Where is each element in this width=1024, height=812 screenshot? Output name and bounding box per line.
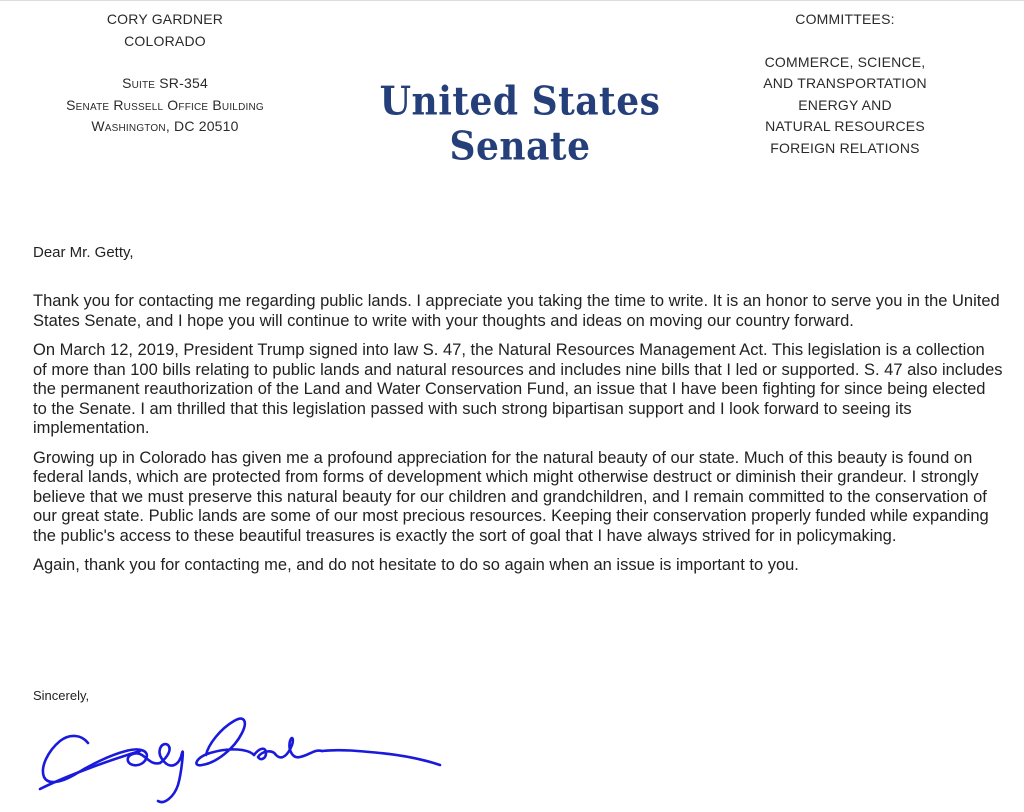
letter-paragraph: Growing up in Colorado has given me a profound appreciation for the natural beauty of our state. Much of this beauty is found on federal lands, which are protected from forms of development which might otherwise destruct or diminish their grandeur. I strongly believe that we must preserve this natural beauty for our children and grandchildren, and I remain committed to the conservation of our great state. Public lands are some of our most precious resources. Keeping their conservation properly funded while expanding the public's access to these beautiful treasures is exactly the sort of goal that I have always strived for in policymaking. — [33, 448, 989, 545]
letter-paragraph: On March 12, 2019, President Trump signed into law S. 47, the Natural Resources Management Act. This legislation is a collection of more than 100 bills relating to public lands and natural resources and includes nine bills that I led or supported. S. 47 also includes the permanent reauthorization of the Land and Water Conservation Fund, an issue that I have been fighting for since being elected to the Senate. I am thrilled that this legislation passed with such strong bipartisan support and I look forward to seeing its implementation. — [33, 341, 1003, 437]
office-city: Washington, DC 20510 — [91, 118, 239, 134]
office-address-block — [40, 9, 290, 138]
office-suite: Suite SR-354 — [122, 75, 208, 91]
committee-line: ENERGY AND — [798, 96, 892, 113]
senate-seal-text: United States Senate — [379, 78, 661, 170]
committee-line: COMMERCE, SCIENCE, — [764, 53, 926, 70]
top-border — [0, 0, 1024, 1]
senator-state: COLORADO — [124, 32, 206, 49]
handwritten-signature — [30, 705, 460, 812]
letter-paragraph: Again, thank you for contacting me, and do not hesitate to do so again when an issue is important to you. — [33, 556, 799, 574]
letter-greeting: Dear Mr. Getty, — [33, 244, 134, 261]
committee-line: NATURAL RESOURCES — [765, 118, 925, 134]
committee-line: AND TRANSPORTATION — [763, 75, 927, 91]
committees-block — [745, 9, 945, 159]
committee-line: FOREIGN RELATIONS — [770, 139, 920, 156]
committees-heading: COMMITTEES: — [795, 11, 895, 27]
senator-name: CORY GARDNER — [106, 11, 224, 27]
letter-paragraph: Thank you for contacting me regarding public lands. I appreciate you taking the time to write. It is an honor to serve you in the United States Senate, and I hope you will continue to write with your thoughts and ideas on moving our country forward. — [33, 292, 1000, 330]
letter-closing: Sincerely, — [33, 688, 90, 703]
office-building: Senate Russell Office Building — [66, 96, 264, 113]
letter-body — [33, 292, 1003, 586]
